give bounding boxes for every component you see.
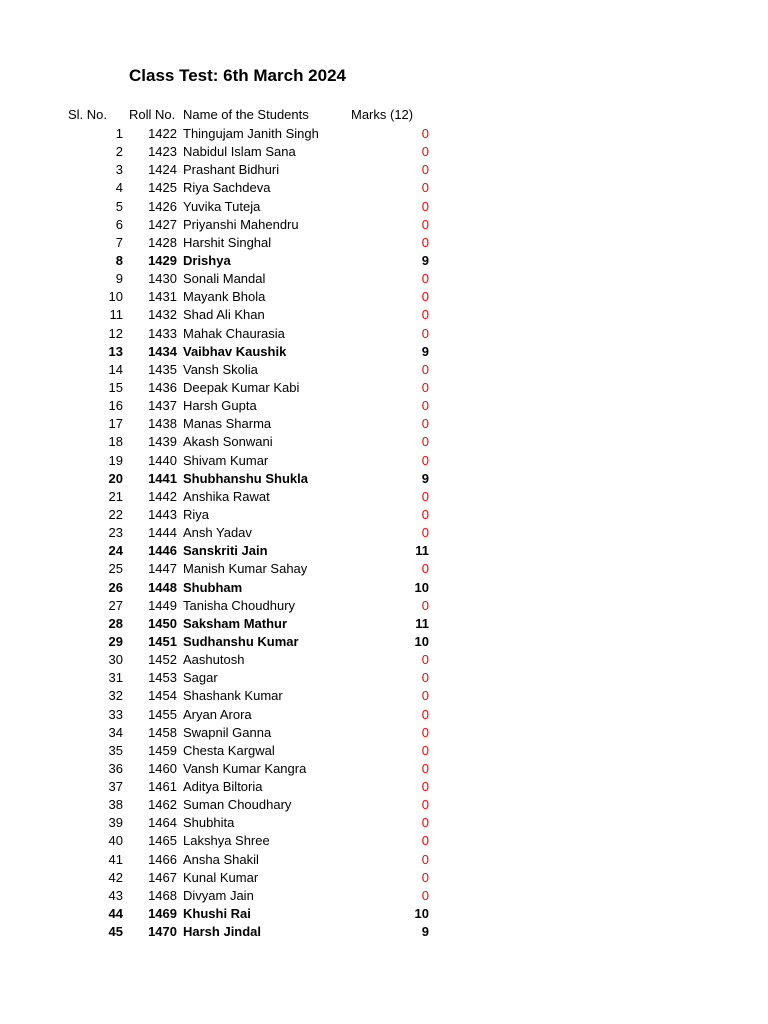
table-row (0, 252, 768, 270)
sl-no-cell: 1 (115, 126, 123, 141)
student-name-cell: Harsh Jindal (183, 924, 262, 940)
sl-no-cell: 16 (108, 398, 123, 414)
student-name-cell: Ansh Yadav (183, 525, 252, 541)
student-name-cell: Aashutosh (183, 652, 245, 668)
roll-no-cell: 1436 (148, 379, 177, 395)
roll-no-cell: 1465 (148, 833, 177, 849)
roll-no-cell: 1467 (148, 869, 177, 885)
marks-cell: 0 (421, 162, 429, 178)
marks-cell: 0 (421, 815, 429, 831)
student-name-cell: Mayank Bhola (183, 289, 266, 305)
marks-cell: 10 (414, 579, 429, 595)
sl-no-cell: 6 (115, 216, 123, 232)
sl-no-cell: 4 (115, 180, 123, 196)
marks-cell: 0 (421, 126, 429, 141)
table-row (0, 542, 768, 560)
marks-cell: 0 (421, 670, 429, 686)
sl-no-cell: 24 (108, 543, 123, 559)
student-name-cell: Priyanshi Mahendru (183, 216, 299, 232)
roll-no-cell: 1435 (148, 361, 177, 377)
student-name-cell: Sonali Mandal (183, 271, 266, 287)
roll-no-cell: 1470 (148, 924, 177, 940)
sl-no-cell: 14 (108, 361, 123, 377)
table-row (0, 343, 768, 361)
roll-no-cell: 1430 (148, 271, 177, 287)
student-name-cell: Shad Ali Khan (183, 307, 265, 323)
table-row (0, 325, 768, 343)
sl-no-cell: 45 (108, 924, 123, 940)
table-row (0, 633, 768, 651)
student-name-cell: Manish Kumar Sahay (183, 561, 308, 577)
marks-cell: 0 (421, 561, 429, 577)
sl-no-cell: 38 (108, 797, 123, 813)
sl-no-cell: 20 (108, 470, 123, 486)
table-row (0, 560, 768, 578)
roll-no-cell: 1459 (148, 742, 177, 758)
roll-no-cell: 1422 (148, 126, 177, 141)
table-row (0, 216, 768, 234)
sl-no-cell: 11 (109, 307, 123, 323)
student-name-cell: Aditya Biltoria (183, 779, 263, 795)
roll-no-cell: 1469 (148, 906, 177, 922)
student-name-cell: Sagar (183, 670, 218, 686)
marks-cell: 0 (421, 887, 429, 903)
student-name-cell: Akash Sonwani (183, 434, 273, 450)
roll-no-cell: 1438 (148, 416, 177, 432)
sl-no-cell: 35 (108, 742, 123, 758)
student-name-cell: Harsh Gupta (183, 398, 257, 414)
roll-no-cell: 1447 (148, 561, 177, 577)
sl-no-cell: 18 (108, 434, 123, 450)
sl-no-cell: 3 (115, 162, 123, 178)
roll-no-cell: 1468 (148, 887, 177, 903)
roll-no-cell: 1442 (148, 488, 177, 504)
student-name-cell: Tanisha Choudhury (183, 597, 296, 613)
student-name-cell: Lakshya Shree (183, 833, 270, 849)
table-row (0, 143, 768, 161)
student-name-cell: Chesta Kargwal (183, 742, 275, 758)
sl-no-cell: 19 (108, 452, 123, 468)
roll-no-cell: 1428 (148, 234, 177, 250)
student-name-cell: Manas Sharma (183, 416, 272, 432)
student-name-cell: Divyam Jain (183, 887, 254, 903)
student-name-cell: Nabidul Islam Sana (183, 144, 296, 160)
marks-cell: 0 (421, 488, 429, 504)
sl-no-cell: 31 (108, 670, 123, 686)
sl-no-cell: 37 (108, 779, 123, 795)
roll-no-cell: 1466 (148, 851, 177, 867)
sl-no-cell: 41 (108, 851, 123, 867)
sl-no-cell: 39 (108, 815, 123, 831)
sl-no-cell: 28 (108, 615, 123, 631)
marks-cell: 10 (414, 633, 429, 649)
header-marks: Marks (12) (351, 107, 414, 122)
marks-cell: 0 (421, 760, 429, 776)
student-name-cell: Riya (183, 506, 210, 522)
table-row (0, 488, 768, 506)
table-row (0, 234, 768, 252)
student-name-cell: Kunal Kumar (183, 869, 259, 885)
table-row (0, 887, 768, 905)
marks-cell: 0 (421, 688, 429, 704)
table-row (0, 161, 768, 179)
student-name-cell: Prashant Bidhuri (183, 162, 280, 178)
sl-no-cell: 33 (108, 706, 123, 722)
roll-no-cell: 1453 (148, 670, 177, 686)
student-name-cell: Yuvika Tuteja (183, 198, 261, 214)
roll-no-cell: 1446 (148, 543, 177, 559)
table-row (0, 796, 768, 814)
table-row (0, 851, 768, 869)
student-name-cell: Vansh Skolia (183, 361, 258, 377)
roll-no-cell: 1451 (148, 633, 177, 649)
table-row (0, 361, 768, 379)
table-row (0, 579, 768, 597)
roll-no-cell: 1433 (148, 325, 177, 341)
table-row (0, 778, 768, 796)
roll-no-cell: 1427 (148, 216, 177, 232)
student-name-cell: Thingujam Janith Singh (183, 126, 319, 141)
table-row (0, 288, 768, 306)
sl-no-cell: 12 (108, 325, 123, 341)
marks-cell: 0 (421, 180, 429, 196)
roll-no-cell: 1464 (148, 815, 177, 831)
sl-no-cell: 43 (108, 887, 123, 903)
roll-no-cell: 1449 (148, 597, 177, 613)
student-name-cell: Sanskriti Jain (183, 543, 268, 559)
marks-cell: 0 (421, 307, 429, 323)
sl-no-cell: 40 (108, 833, 123, 849)
student-name-cell: Vaibhav Kaushik (183, 343, 287, 359)
student-name-cell: Riya Sachdeva (183, 180, 271, 196)
table-row (0, 125, 768, 143)
roll-no-cell: 1460 (148, 760, 177, 776)
sl-no-cell: 13 (108, 343, 123, 359)
sl-no-cell: 25 (108, 561, 123, 577)
marks-cell: 0 (421, 216, 429, 232)
student-name-cell: Ansha Shakil (183, 851, 259, 867)
marks-cell: 9 (421, 470, 429, 486)
sl-no-cell: 8 (115, 252, 123, 268)
student-name-cell: Drishya (183, 252, 231, 268)
marks-cell: 0 (421, 833, 429, 849)
table-row (0, 397, 768, 415)
student-name-cell: Swapnil Ganna (183, 724, 272, 740)
student-name-cell: Shubhita (183, 815, 235, 831)
roll-no-cell: 1441 (148, 470, 177, 486)
table-row (0, 923, 768, 941)
roll-no-cell: 1461 (148, 779, 177, 795)
table-row (0, 524, 768, 542)
roll-no-cell: 1448 (148, 579, 177, 595)
sl-no-cell: 27 (108, 597, 123, 613)
roll-no-cell: 1454 (148, 688, 177, 704)
table-row (0, 433, 768, 451)
roll-no-cell: 1444 (148, 525, 177, 541)
marks-cell: 0 (421, 506, 429, 522)
sl-no-cell: 9 (115, 271, 123, 287)
roll-no-cell: 1440 (148, 452, 177, 468)
sl-no-cell: 15 (108, 379, 123, 395)
marks-cell: 0 (421, 525, 429, 541)
sl-no-cell: 23 (108, 525, 123, 541)
sl-no-cell: 17 (108, 416, 123, 432)
student-name-cell: Saksham Mathur (183, 615, 288, 631)
table-row (0, 814, 768, 832)
roll-no-cell: 1426 (148, 198, 177, 214)
roll-no-cell: 1452 (148, 652, 177, 668)
student-name-cell: Anshika Rawat (183, 488, 270, 504)
marks-cell: 9 (421, 924, 429, 940)
marks-cell: 0 (421, 361, 429, 377)
marks-cell: 9 (421, 252, 429, 268)
table-row (0, 742, 768, 760)
sl-no-cell: 32 (108, 688, 123, 704)
table-row (0, 669, 768, 687)
roll-no-cell: 1425 (148, 180, 177, 196)
marks-cell: 0 (421, 289, 429, 305)
header-roll-no: Roll No. (129, 107, 176, 122)
table-row (0, 198, 768, 216)
marks-cell: 0 (421, 597, 429, 613)
roll-no-cell: 1431 (148, 289, 177, 305)
marks-cell: 0 (421, 234, 429, 250)
marks-cell: 0 (421, 851, 429, 867)
marks-cell: 0 (421, 198, 429, 214)
roll-no-cell: 1434 (148, 343, 177, 359)
marks-cell: 11 (415, 543, 429, 559)
header-sl-no: Sl. No. (68, 107, 108, 122)
marks-cell: 0 (421, 742, 429, 758)
marks-cell: 0 (421, 144, 429, 160)
marks-cell: 0 (421, 706, 429, 722)
table-header (0, 107, 768, 125)
roll-no-cell: 1439 (148, 434, 177, 450)
table-row (0, 651, 768, 669)
student-name-cell: Shashank Kumar (183, 688, 283, 704)
student-name-cell: Shubham (183, 579, 243, 595)
sl-no-cell: 36 (108, 760, 123, 776)
sl-no-cell: 26 (108, 579, 123, 595)
marks-cell: 0 (421, 869, 429, 885)
roll-no-cell: 1455 (148, 706, 177, 722)
sl-no-cell: 22 (108, 506, 123, 522)
table-row (0, 687, 768, 705)
sl-no-cell: 30 (108, 652, 123, 668)
marks-cell: 9 (421, 343, 429, 359)
marks-cell: 10 (414, 906, 429, 922)
table-row (0, 306, 768, 324)
student-name-cell: Sudhanshu Kumar (183, 633, 299, 649)
roll-no-cell: 1450 (148, 615, 177, 631)
marks-cell: 0 (421, 452, 429, 468)
roll-no-cell: 1423 (148, 144, 177, 160)
table-row (0, 724, 768, 742)
table-row (0, 452, 768, 470)
marks-cell: 0 (421, 398, 429, 414)
table-row (0, 615, 768, 633)
table-row (0, 415, 768, 433)
sl-no-cell: 34 (108, 724, 123, 740)
student-name-cell: Khushi Rai (183, 906, 251, 922)
student-table-body (0, 125, 768, 941)
sl-no-cell: 44 (108, 906, 123, 922)
student-name-cell: Deepak Kumar Kabi (183, 379, 300, 395)
roll-no-cell: 1462 (148, 797, 177, 813)
marks-cell: 0 (421, 271, 429, 287)
roll-no-cell: 1443 (148, 506, 177, 522)
marks-cell: 0 (421, 325, 429, 341)
roll-no-cell: 1429 (148, 252, 177, 268)
table-row (0, 597, 768, 615)
student-name-cell: Mahak Chaurasia (183, 325, 285, 341)
table-row (0, 869, 768, 887)
header-student-name: Name of the Students (183, 107, 309, 122)
table-row (0, 270, 768, 288)
table-row (0, 179, 768, 197)
table-row (0, 760, 768, 778)
sl-no-cell: 29 (108, 633, 123, 649)
table-row (0, 832, 768, 850)
marks-cell: 0 (421, 724, 429, 740)
student-name-cell: Shivam Kumar (183, 452, 269, 468)
sl-no-cell: 2 (115, 144, 123, 160)
student-name-cell: Aryan Arora (183, 706, 252, 722)
marks-cell: 0 (421, 797, 429, 813)
roll-no-cell: 1432 (148, 307, 177, 323)
student-name-cell: Harshit Singhal (183, 234, 272, 250)
table-row (0, 905, 768, 923)
marks-cell: 0 (421, 379, 429, 395)
student-name-cell: Vansh Kumar Kangra (183, 760, 307, 776)
marks-cell: 0 (421, 652, 429, 668)
document-title: Class Test: 6th March 2024 (129, 66, 346, 85)
student-name-cell: Suman Choudhary (183, 797, 292, 813)
roll-no-cell: 1458 (148, 724, 177, 740)
sl-no-cell: 10 (108, 289, 123, 305)
table-row (0, 470, 768, 488)
student-name-cell: Shubhanshu Shukla (183, 470, 308, 486)
sl-no-cell: 7 (115, 234, 123, 250)
table-row (0, 706, 768, 724)
sl-no-cell: 5 (115, 198, 123, 214)
table-row (0, 506, 768, 524)
sl-no-cell: 21 (108, 488, 123, 504)
marks-cell: 0 (421, 779, 429, 795)
roll-no-cell: 1424 (148, 162, 177, 178)
table-row (0, 379, 768, 397)
marks-cell: 0 (421, 416, 429, 432)
marks-cell: 0 (421, 434, 429, 450)
sl-no-cell: 42 (108, 869, 123, 885)
marks-cell: 11 (415, 615, 429, 631)
roll-no-cell: 1437 (148, 398, 177, 414)
